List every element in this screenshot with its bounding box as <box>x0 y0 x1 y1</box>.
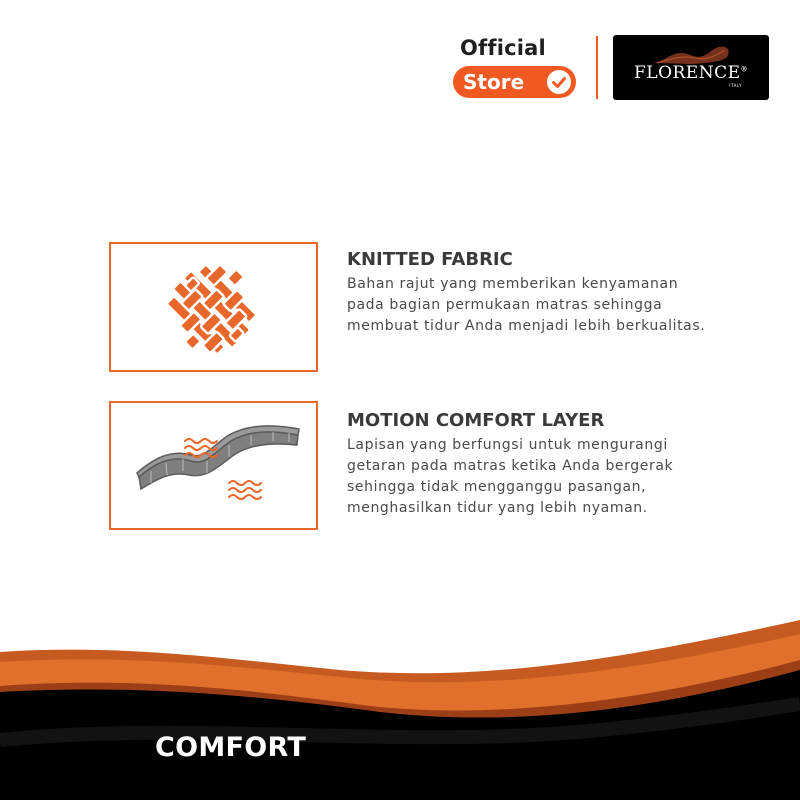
knitted-fabric-icon-box <box>109 242 318 372</box>
feature-description-motion-comfort-layer: Lapisan yang berfungsi untuk mengurangi getaran pada matras ketika Anda bergerak sehingga tidak mengganggu pasangan, menghasilkan tidur yang lebih nyaman. <box>347 437 674 516</box>
official-label: Official <box>460 36 546 60</box>
feature-description-knitted-fabric: Bahan rajut yang memberikan kenyamanan pada bagian permukaan matras sehingga membuat tidur Anda menjadi lebih berkualitas. <box>347 276 706 334</box>
motion-comfort-layer-icon-box <box>109 401 318 530</box>
knitted-fabric-icon <box>111 244 316 370</box>
footer-comfort-label: COMFORT <box>155 732 307 763</box>
footer-wave <box>0 600 800 800</box>
feature-title-motion-comfort-layer: MOTION COMFORT LAYER <box>347 410 605 431</box>
header-divider <box>596 36 598 99</box>
store-label: Store <box>463 70 525 94</box>
check-icon <box>547 70 571 94</box>
brand-logo <box>613 35 769 100</box>
feature-title-knitted-fabric: KNITTED FABRIC <box>347 249 513 270</box>
store-badge <box>453 66 576 98</box>
brand-subtitle: ITALY <box>729 83 742 88</box>
brand-name: FLORENCE® <box>633 63 749 83</box>
motion-comfort-layer-icon <box>111 403 316 528</box>
